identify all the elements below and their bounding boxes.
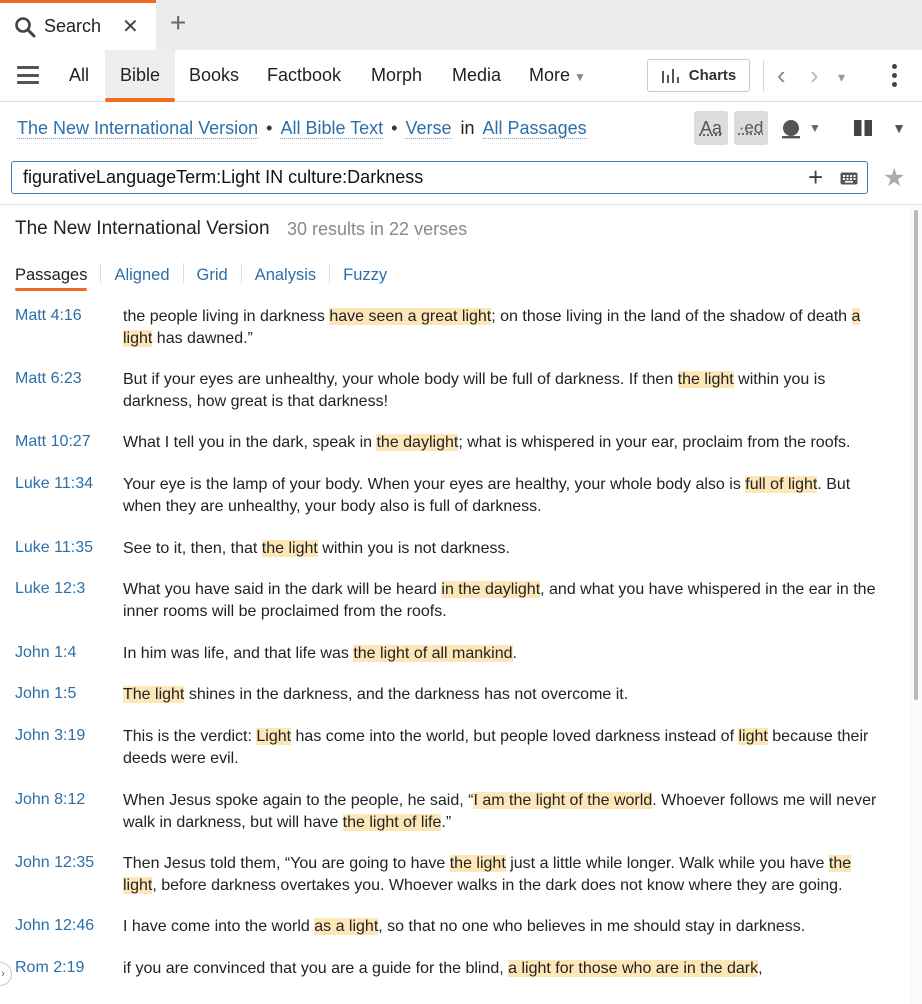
verse-segment: has come into the world, but people loved darkness instead of [291,728,739,745]
verse-segment: See to it, then, that [123,540,262,557]
view-options-dropdown[interactable] [886,111,912,145]
font-size-button[interactable]: Aa [694,111,728,145]
verse-segment: What you have said in the dark will be heard [123,581,442,598]
split-view-button[interactable] [848,111,878,145]
tab-aligned[interactable]: Aligned [114,266,170,284]
search-hit: the daylight [376,434,459,451]
nav-factbook[interactable]: Factbook [267,65,342,85]
range-selector[interactable]: All Passages [482,118,587,138]
result-row [0,916,905,958]
result-row [0,853,905,916]
search-hit: The light [123,686,185,703]
separator: • [391,118,398,138]
verse-segment: . But when they are unhealthy, your body also is full of darkness. [123,476,851,515]
search-icon [14,16,36,38]
result-row [0,538,905,579]
chevron-down-icon: ▼ [892,120,906,136]
divider [0,204,922,205]
tab-analysis[interactable]: Analysis [254,266,317,284]
verse-text [123,474,888,517]
results-count: 30 results in 22 verses [287,219,468,239]
search-hit: Light [256,728,292,745]
chevron-down-icon: ▼ [574,70,586,84]
nav-more-label: More [529,65,571,85]
chevron-down-icon: ▼ [809,121,821,135]
search-hit: the light of life [342,813,442,831]
result-row [0,474,905,538]
verse-text [123,916,888,938]
nav-all[interactable]: All [69,65,90,85]
verse-text [123,790,888,833]
verse-segment: . Whoever follows me will never walk in darkness, but will have [123,792,877,831]
verse-segment: .” [441,813,452,831]
inline-edit-button[interactable]: ·ed [734,111,768,145]
tab-search[interactable] [0,0,156,50]
verse-segment: , [758,960,763,977]
result-row [0,643,905,684]
verse-text [123,538,888,560]
verse-segment: This is the verdict: [123,728,257,745]
verse-segment: shines in the darkness, and the darkness has not overcome it. [184,686,629,703]
verse-text [123,369,888,412]
verse-segment: What I tell you in the dark, speak in [123,434,377,451]
close-tab-icon[interactable]: ✕ [122,16,139,38]
history-dropdown[interactable]: ▾ [838,69,846,85]
verse-text [123,684,888,706]
search-hit: a light for those who are in the dark [508,960,759,977]
verse-ref-link[interactable]: Matt 4:16 [15,307,82,324]
keyboard-icon[interactable] [840,172,858,185]
verse-ref-link[interactable]: Rom 2:19 [15,959,85,976]
nav-morph[interactable]: Morph [371,65,423,85]
search-input[interactable] [23,167,793,188]
verse-segment: , before darkness overtakes you. Whoever walks in the dark does not know where they are going. [152,876,843,894]
search-hit: a light [123,308,861,347]
search-hit: the light [261,540,318,557]
highlighter-icon [779,116,803,140]
verse-text [123,432,888,454]
nav-media[interactable]: Media [452,65,502,85]
verse-ref-link[interactable]: John 12:46 [15,917,95,934]
results-title: The New International Version [15,218,270,239]
verse-text [123,958,888,980]
nav-bible[interactable]: Bible [105,50,175,102]
verse-text [123,306,888,349]
verse-segment: within you is darkness, how great is that darkness! [123,371,826,410]
verse-text [123,643,888,665]
search-hit: the light [677,371,734,388]
forward-button[interactable]: › [810,60,819,90]
verse-ref-link[interactable]: John 8:12 [15,791,86,808]
verse-segment: , and what you have whispered in the ear in the inner rooms will be proclaimed from the roofs. [123,581,876,620]
unit-selector[interactable]: Verse [405,118,452,138]
verse-segment: ; on those living in the land of the shadow of death [491,308,852,325]
chevron-right-icon: › [1,968,5,980]
result-row [0,369,905,432]
in-label: in [460,118,475,138]
search-hit: light [738,728,768,745]
verse-text [123,579,888,622]
verse-segment: In him was life, and that life was [123,645,354,662]
verse-ref-link[interactable]: John 12:35 [15,854,95,871]
tab-strip [0,0,922,50]
charts-label: Charts [688,67,737,84]
result-row [0,726,905,790]
verse-segment: because their deeds were evil. [123,728,869,767]
text-scope-selector[interactable]: All Bible Text [280,118,384,138]
tab-grid[interactable]: Grid [196,266,228,284]
menu-icon[interactable] [17,66,39,84]
verse-text [123,853,888,896]
verse-text [123,726,888,769]
verse-segment: if you are convinced that you are a guide for the blind, [123,960,509,977]
search-hit: the light [123,855,852,894]
search-hit: as a light [314,918,379,935]
verse-segment: But if your eyes are unhealthy, your whole body will be full of darkness. If then [123,371,678,388]
search-hit: in the daylight [441,581,541,598]
separator: • [266,118,273,138]
verse-ref-link[interactable]: Luke 12:3 [15,580,86,597]
charts-button[interactable] [647,59,750,92]
verse-ref-link[interactable]: John 3:19 [15,727,86,744]
bar-chart-icon [661,68,679,84]
tab-passages[interactable]: Passages [15,266,87,291]
highlighter-button[interactable] [775,111,825,145]
toolbar [0,50,922,102]
add-criteria-button[interactable]: + [808,162,824,192]
tab-title: Search [44,16,102,36]
star-icon[interactable]: ★ [883,164,906,192]
verse-segment: I have come into the world [123,918,315,935]
search-criteria [17,118,587,139]
verse-segment: just a little while longer. Walk while you have [505,855,829,872]
verse-ref-link[interactable]: Matt 10:27 [15,433,91,450]
verse-segment: Then Jesus told them, “You are going to have [123,855,450,872]
verse-segment: has dawned.” [152,329,253,347]
view-tabs [15,263,387,289]
tab-fuzzy[interactable]: Fuzzy [343,266,388,284]
results-list [0,306,905,988]
toolbar-divider [763,60,764,92]
verse-segment: . [512,645,517,662]
split-view-icon [853,119,873,137]
version-selector[interactable]: The New International Version [17,118,259,138]
search-query-box [11,161,868,194]
result-row [0,579,905,643]
verse-segment: , so that no one who believes in me should stay in darkness. [378,918,806,935]
search-hit: have seen a great light [329,308,492,325]
search-hit: I am the light of the world [473,792,653,809]
search-hit: the light of all mankind [353,645,513,662]
verse-segment: When Jesus spoke again to the people, he said, “ [123,792,474,809]
verse-ref-link[interactable]: Luke 11:35 [15,539,93,556]
scrollbar-thumb[interactable] [914,210,918,700]
nav-books[interactable]: Books [189,65,240,85]
verse-ref-link[interactable]: Luke 11:34 [15,475,93,492]
result-row [0,684,905,726]
verse-segment: the people living in darkness [123,308,330,325]
new-tab-button[interactable]: + [170,7,187,38]
verse-segment: ; what is whispered in your ear, proclaim from the roofs. [458,434,851,451]
verse-ref-link[interactable]: John 1:4 [15,644,77,661]
result-row [0,790,905,853]
verse-ref-link[interactable]: John 1:5 [15,685,77,702]
result-row [0,306,905,369]
result-row [0,432,905,474]
verse-segment: Your eye is the lamp of your body. When your eyes are healthy, your whole body also is [123,476,746,493]
search-hit: the light [449,855,506,872]
nav-more[interactable] [529,50,586,102]
result-row [0,958,905,988]
verse-ref-link[interactable]: Matt 6:23 [15,370,82,387]
search-hit: full of light [745,476,818,493]
back-button[interactable]: ‹ [777,60,786,90]
verse-segment: within you is not darkness. [317,540,510,557]
more-vertical-icon[interactable] [892,64,898,91]
